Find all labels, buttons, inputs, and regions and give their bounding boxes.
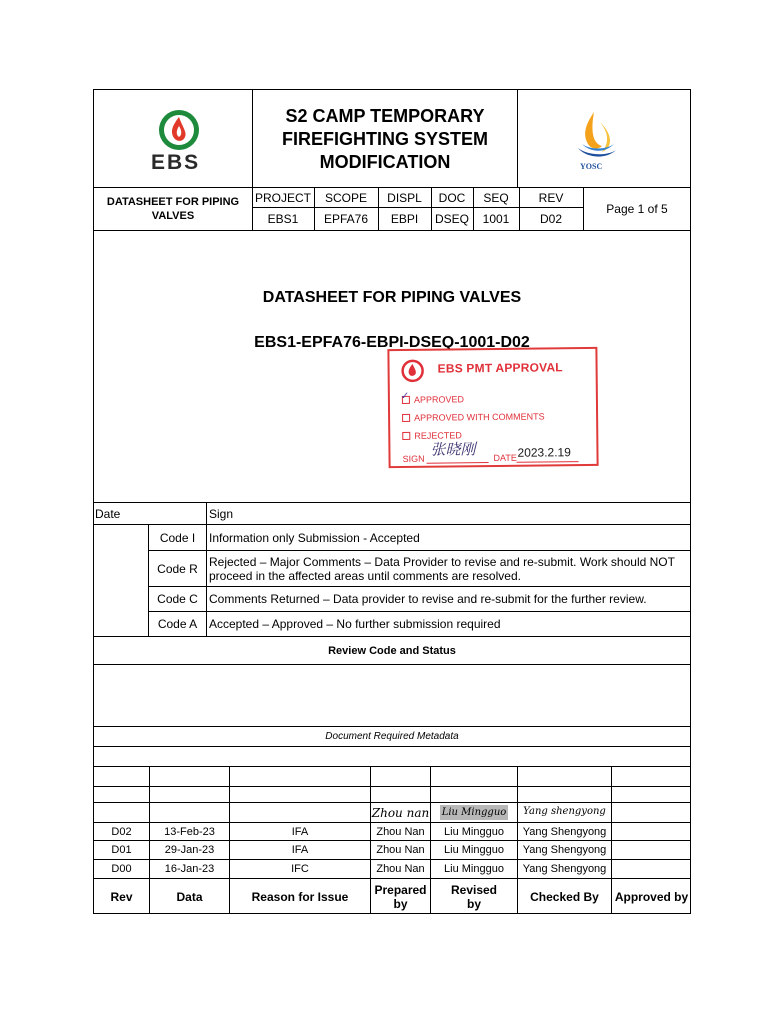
- approval-stamp: [387, 347, 598, 468]
- revised-cell: Liu Mingguo: [444, 825, 504, 838]
- divider: [93, 230, 691, 231]
- divider: [93, 746, 691, 747]
- checked-cell: Yang Shengyong: [522, 863, 607, 875]
- header-approved: Approved by: [614, 889, 689, 904]
- code-value-scope: EPFA76: [323, 212, 369, 226]
- review-code: Code A: [157, 617, 198, 631]
- stamp-date-value: 2023.2.19: [517, 445, 571, 460]
- stamp-option-label: APPROVED: [413, 394, 464, 405]
- code-header-project: PROJECT: [254, 190, 311, 205]
- date-cell: 29-Jan-23: [164, 844, 215, 856]
- code-value-rev: D02: [539, 212, 562, 226]
- document-title: DATASHEET FOR PIPING VALVES: [262, 289, 522, 306]
- yosc-logo-text: YOSC: [580, 162, 603, 171]
- review-code: Code C: [157, 592, 198, 606]
- code-value-seq: 1001: [482, 212, 510, 226]
- header-prepared: Prepared by: [374, 882, 427, 911]
- divider: [517, 89, 518, 187]
- review-date-label: Date: [95, 506, 121, 521]
- ebs-logo: [148, 108, 212, 176]
- header-reason: Reason for Issue: [251, 889, 349, 904]
- divider: [93, 502, 691, 503]
- code-value-project: EBS1: [267, 212, 299, 226]
- divider: [93, 766, 691, 767]
- stamp-option-label: REJECTED: [414, 430, 462, 441]
- document-number: EBS1-EPFA76-EBPI-DSEQ-1001-D02: [254, 334, 530, 351]
- header-checked: Checked By: [530, 889, 599, 904]
- ebs-logo-icon: [148, 108, 212, 152]
- date-cell: 13-Feb-23: [164, 825, 215, 838]
- checkbox-checked-icon: ✓: [400, 390, 410, 402]
- divider: [206, 502, 207, 636]
- code-value-doc: DSEQ: [434, 212, 469, 226]
- divider: [93, 664, 691, 665]
- stamp-title: EBS PMT APPROVAL: [437, 360, 563, 376]
- prepared-cell: Zhou Nan: [376, 844, 425, 856]
- code-header-doc: DOC: [438, 190, 466, 205]
- stamp-logo-icon: [400, 359, 424, 383]
- reason-cell: IFA: [291, 844, 309, 856]
- title-line: S2 CAMP TEMPORARY: [285, 106, 485, 126]
- ebs-logo-text: EBS: [151, 151, 201, 174]
- date-line: [517, 461, 579, 463]
- review-code-description: Comments Returned – Data provider to revise and re-submit for the further review.: [209, 592, 647, 606]
- rev-cell: D02: [111, 825, 132, 838]
- review-code-description: Rejected – Major Comments – Data Provider to revise and re-submit. Work should NOT proceed in the affected areas until comments are resolved.: [209, 554, 675, 583]
- review-section-title: Review Code and Status: [328, 644, 456, 657]
- yosc-logo-icon: [572, 110, 622, 162]
- signature-prepared: Zhou nan: [371, 805, 430, 820]
- header-revised: Revised by: [450, 882, 498, 911]
- checked-cell: Yang Shengyong: [522, 825, 607, 838]
- date-cell: 16-Jan-23: [164, 863, 215, 875]
- stamp-signature: 张晓刚: [430, 440, 476, 459]
- checkbox-icon: [402, 432, 410, 440]
- project-title: [253, 105, 517, 174]
- stamp-option-label: APPROVED WITH COMMENTS: [414, 411, 545, 423]
- title-line: MODIFICATION: [319, 152, 451, 172]
- reason-cell: IFC: [291, 863, 309, 875]
- code-header-displ: DISPL: [387, 190, 422, 205]
- metadata-title: Document Required Metadata: [325, 731, 459, 742]
- stamp-option-approved: [400, 390, 464, 405]
- rev-cell: D01: [111, 844, 132, 856]
- header-rev: Rev: [110, 889, 133, 904]
- title-line: FIREFIGHTING SYSTEM: [281, 129, 488, 149]
- page-number: Page 1 of 5: [606, 202, 668, 216]
- code-header-rev: REV: [538, 190, 564, 205]
- checkbox-icon: [402, 414, 410, 422]
- header-date: Data: [176, 889, 203, 904]
- signature-revised: Liu Mingguo: [441, 807, 507, 818]
- code-header-seq: SEQ: [483, 190, 509, 205]
- document-type-label: DATASHEET FOR PIPING VALVES: [106, 196, 240, 222]
- code-header-scope: SCOPE: [324, 190, 367, 205]
- yosc-logo: [572, 110, 622, 176]
- reason-cell: IFA: [291, 825, 309, 838]
- review-code-description: Information only Submission - Accepted: [209, 530, 420, 545]
- review-code-description: Accepted – Approved – No further submission required: [209, 617, 501, 631]
- review-code: Code R: [157, 561, 198, 576]
- checked-cell: Yang Shengyong: [522, 844, 607, 856]
- rev-cell: D00: [111, 863, 132, 875]
- stamp-sign-label: SIGN: [402, 453, 425, 464]
- divider: [93, 786, 691, 787]
- stamp-option-comments: [402, 411, 545, 422]
- revised-cell: Liu Mingguo: [444, 863, 504, 875]
- code-value-displ: EBPI: [390, 212, 419, 226]
- signature-checked: Yang shengyong: [523, 805, 606, 817]
- stamp-date-label: DATE: [493, 452, 517, 463]
- review-sign-label: Sign: [209, 506, 234, 521]
- sign-line: [427, 462, 489, 464]
- prepared-cell: Zhou Nan: [376, 863, 425, 875]
- review-code: Code I: [159, 530, 196, 545]
- revised-cell: Liu Mingguo: [444, 844, 504, 856]
- prepared-cell: Zhou Nan: [376, 825, 425, 838]
